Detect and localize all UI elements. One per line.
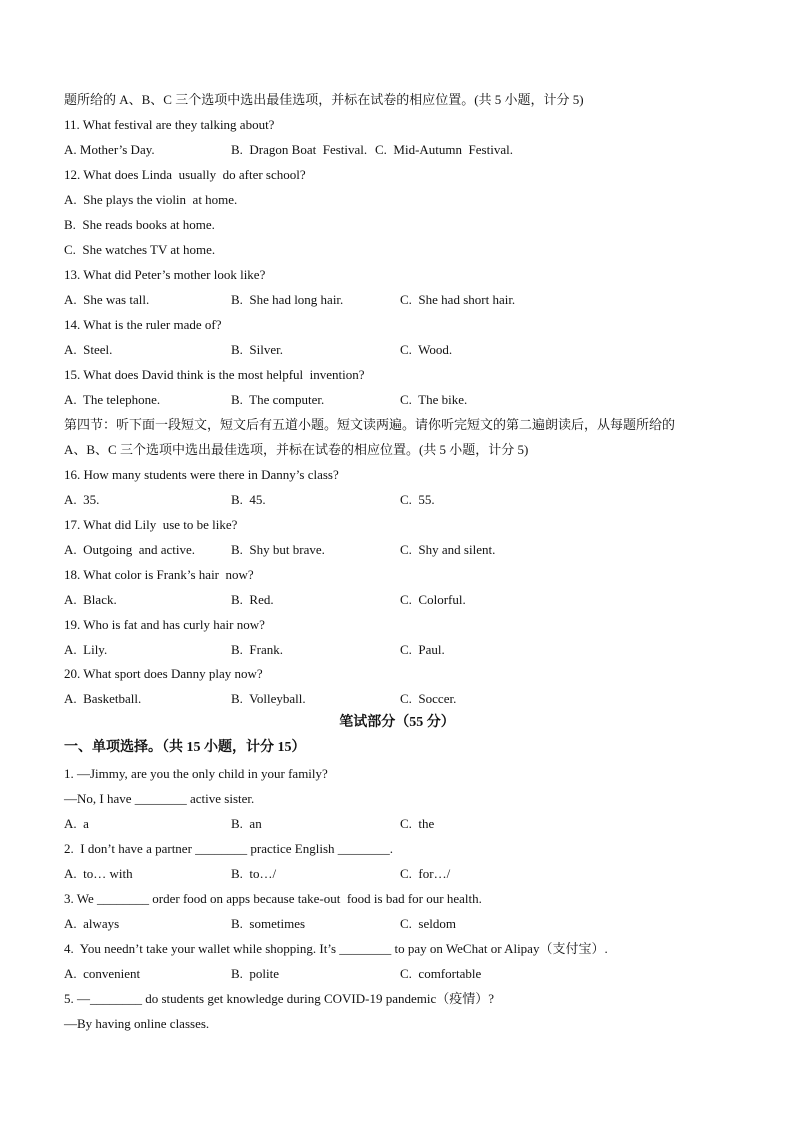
section4-instruction-2: A、B、C 三个选项中选出最佳选项，并标在试卷的相应位置。(共 5 小题，计分 5) [64, 442, 529, 457]
question-20: 20. What sport does Danny play now? [64, 666, 263, 681]
w3-option-c: C. seldom [400, 916, 456, 931]
w4-option-b: B. polite [231, 966, 280, 981]
w2-option-b: B. to…/ [231, 866, 277, 881]
written-question-2: 2. I don’t have a partner ________ practice English ________. [64, 841, 394, 856]
q17-option-b: B. Shy but brave. [231, 542, 325, 557]
question-15: 15. What does David think is the most helpful invention? [64, 367, 365, 382]
w1-option-a: A. a [64, 816, 89, 831]
q15-option-c: C. The bike. [400, 392, 468, 407]
part1-title: 一、单项选择。（共 15 小题，计分 15） [64, 740, 306, 755]
w1-option-c: C. the [400, 816, 435, 831]
written-question-5-reply: —By having online classes. [64, 1016, 210, 1031]
q16-option-b: B. 45. [231, 492, 266, 507]
q14-option-b: B. Silver. [231, 342, 284, 357]
q20-option-b: B. Volleyball. [231, 691, 306, 706]
q17-option-c: C. Shy and silent. [400, 542, 496, 557]
w3-option-a: A. always [64, 916, 120, 931]
q20-option-c: C. Soccer. [400, 691, 457, 706]
w2-option-c: C. for…/ [400, 866, 451, 881]
q13-option-a: A. She was tall. [64, 292, 150, 307]
q14-option-a: A. Steel. [64, 342, 113, 357]
written-question-4: 4. You needn’t take your wallet while shopping. It’s ________ to pay on WeChat or Alipay（支付宝）. [64, 941, 608, 956]
q11-option-b: B. Dragon Boat Festival. [231, 142, 368, 157]
w3-option-b: B. sometimes [231, 916, 306, 931]
q19-option-c: C. Paul. [400, 642, 445, 657]
q19-option-a: A. Lily. [64, 642, 108, 657]
q18-option-b: B. Red. [231, 592, 274, 607]
q15-option-a: A. The telephone. [64, 392, 161, 407]
q12-option-a: A. She plays the violin at home. [64, 192, 238, 207]
written-question-5: 5. —________ do students get knowledge during COVID-19 pandemic（疫情）? [64, 991, 495, 1006]
question-13: 13. What did Peter’s mother look like? [64, 267, 266, 282]
written-question-1: 1. —Jimmy, are you the only child in your family? [64, 766, 328, 781]
w1-option-b: B. an [231, 816, 262, 831]
q16-option-c: C. 55. [400, 492, 435, 507]
q15-option-b: B. The computer. [231, 392, 325, 407]
q11-option-a: A. Mother’s Day. [64, 142, 155, 157]
q11-option-c: C. Mid-Autumn Festival. [375, 142, 513, 157]
written-question-3: 3. We ________ order food on apps because take-out food is bad for our health. [64, 891, 482, 906]
q20-option-a: A. Basketball. [64, 691, 142, 706]
question-17: 17. What did Lily use to be like? [64, 517, 238, 532]
question-14: 14. What is the ruler made of? [64, 317, 222, 332]
q18-option-a: A. Black. [64, 592, 117, 607]
q19-option-b: B. Frank. [231, 642, 283, 657]
w4-option-c: C. comfortable [400, 966, 482, 981]
question-12: 12. What does Linda usually do after school? [64, 167, 306, 182]
question-18: 18. What color is Frank’s hair now? [64, 567, 254, 582]
question-11: 11. What festival are they talking about? [64, 117, 275, 132]
q17-option-a: A. Outgoing and active. [64, 542, 196, 557]
question-16: 16. How many students were there in Danny’s class? [64, 467, 339, 482]
section4-instruction-1: 第四节：听下面一段短文，短文后有五道小题。短文读两遍。请你听完短文的第二遍朗读后，从每题所给的 [64, 417, 676, 432]
written-section-title: 笔试部分（55 分） [339, 715, 455, 730]
w2-option-a: A. to… with [64, 866, 133, 881]
q16-option-a: A. 35. [64, 492, 100, 507]
q12-option-b: B. She reads books at home. [64, 217, 215, 232]
section-instruction: 题所给的 A、B、C 三个选项中选出最佳选项，并标在试卷的相应位置。(共 5 小题，计分 5) [64, 92, 584, 107]
q13-option-c: C. She had short hair. [400, 292, 516, 307]
q12-option-c: C. She watches TV at home. [64, 242, 216, 257]
q13-option-b: B. She had long hair. [231, 292, 344, 307]
written-question-1-reply: —No, I have ________ active sister. [64, 791, 255, 806]
question-19: 19. Who is fat and has curly hair now? [64, 617, 265, 632]
q14-option-c: C. Wood. [400, 342, 453, 357]
q18-option-c: C. Colorful. [400, 592, 466, 607]
w4-option-a: A. convenient [64, 966, 141, 981]
